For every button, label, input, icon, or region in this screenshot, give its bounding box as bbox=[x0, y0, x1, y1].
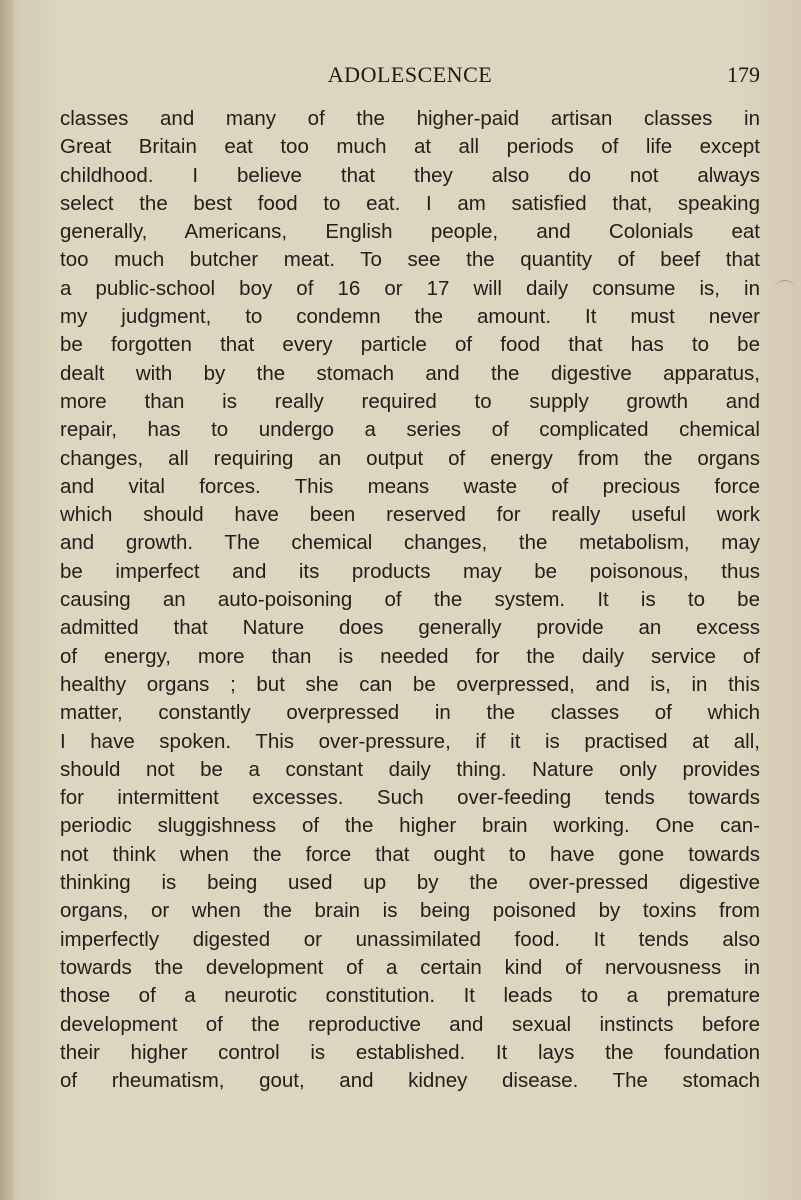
text-line: which should have been reserved for really useful work bbox=[60, 503, 760, 527]
text-line: of rheumatism, gout, and kidney disease. The stomach bbox=[60, 1069, 760, 1093]
binding-shadow bbox=[0, 0, 14, 1200]
text-line: be imperfect and its products may be poisonous, thus bbox=[60, 559, 760, 583]
page-number: 179 bbox=[727, 62, 760, 87]
text-line: of energy, more than is needed for the daily service of bbox=[60, 644, 760, 668]
text-line: changes, all requiring an output of energy from the organs bbox=[60, 446, 760, 470]
text-line: be forgotten that every particle of food that has to be bbox=[60, 333, 760, 357]
text-line: development of the reproductive and sexual instincts before bbox=[60, 1012, 760, 1036]
text-line: select the best food to eat. I am satisfied that, speaking bbox=[60, 191, 760, 215]
text-line: classes and many of the higher-paid artisan classes in bbox=[60, 107, 760, 130]
text-line: matter, constantly overpressed in the classes of which bbox=[60, 701, 760, 725]
text-line: I have spoken. This over-pressure, if it is practised at all, bbox=[60, 729, 760, 753]
text-line: their higher control is established. It lays the foundation bbox=[60, 1040, 760, 1064]
text-line: periodic sluggishness of the higher brain working. One can- bbox=[60, 814, 760, 838]
text-line: childhood. I believe that they also do not always bbox=[60, 163, 760, 187]
text-line: my judgment, to condemn the amount. It must never bbox=[60, 305, 760, 329]
header-title: ADOLESCENCE bbox=[327, 62, 493, 87]
text-line: and vital forces. This means waste of precious force bbox=[60, 474, 760, 498]
text-line: and growth. The chemical changes, the metabolism, may bbox=[60, 531, 760, 555]
text-line: too much butcher meat. To see the quantity of beef that bbox=[60, 248, 760, 272]
text-line: repair, has to undergo a series of complicated chemical bbox=[60, 418, 760, 442]
text-line: causing an auto-poisoning of the system. It is to be bbox=[60, 588, 760, 612]
text-line: generally, Americans, English people, and Colonials eat bbox=[60, 220, 760, 244]
text-line: thinking is being used up by the over-pressed digestive bbox=[60, 871, 760, 895]
text-line: imperfectly digested or unassimilated food. It tends also bbox=[60, 927, 760, 951]
text-line: for intermittent excesses. Such over-feeding tends towards bbox=[60, 786, 760, 810]
text-line: those of a neurotic constitution. It leads to a premature bbox=[60, 984, 760, 1008]
text-line: more than is really required to supply growth and bbox=[60, 389, 760, 413]
text-line: organs, or when the brain is being poisoned by toxins from bbox=[60, 899, 760, 923]
text-line: dealt with by the stomach and the digestive apparatus, bbox=[60, 361, 760, 385]
text-line: Great Britain eat too much at all periods of life except bbox=[60, 135, 760, 159]
page-mark bbox=[775, 280, 795, 295]
running-head bbox=[60, 56, 760, 96]
text-line: towards the development of a certain kind of nervousness in bbox=[60, 955, 760, 979]
body-text bbox=[60, 105, 760, 1095]
text-line: admitted that Nature does generally provide an excess bbox=[60, 616, 760, 640]
text-line: not think when the force that ought to have gone towards bbox=[60, 842, 760, 866]
text-line: should not be a constant daily thing. Nature only provides bbox=[60, 757, 760, 781]
text-line: a public-school boy of 16 or 17 will daily consume is, in bbox=[60, 276, 760, 300]
text-line: healthy organs ; but she can be overpressed, and is, in this bbox=[60, 672, 760, 696]
